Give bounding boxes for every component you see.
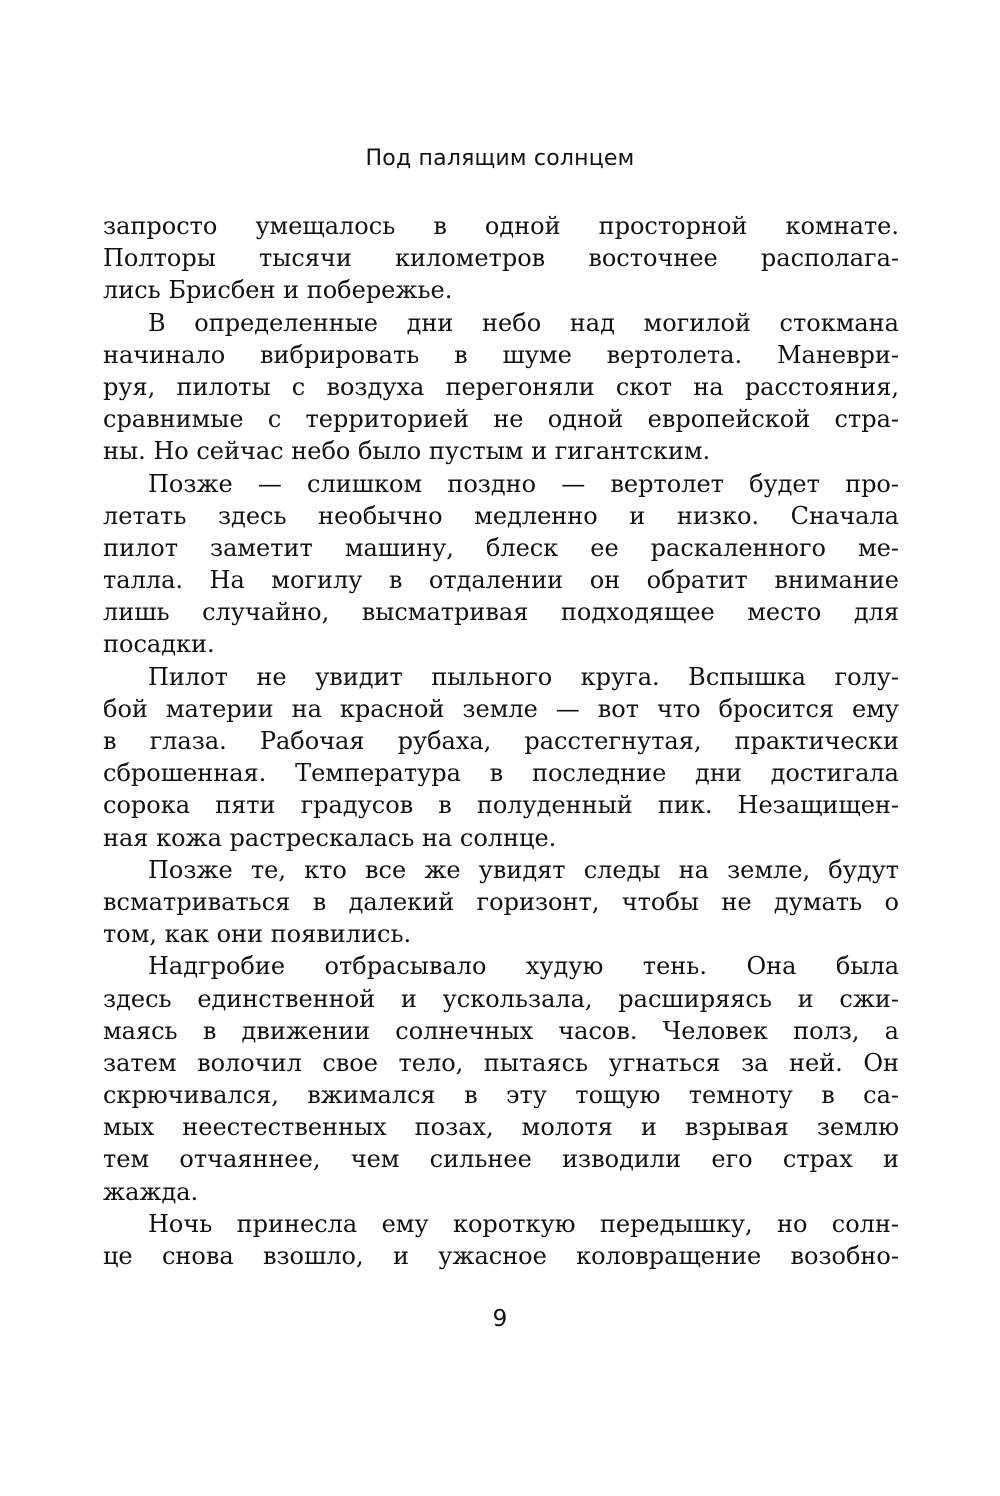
text-line: це снова взошло, и ужасное коловращение возобно- <box>103 1242 899 1270</box>
text-line: В определенные дни небо над могилой стокмана <box>148 308 899 337</box>
text-line: жажда. <box>103 1177 199 1206</box>
text-line: начинало вибрировать в шуме вертолета. Маневри- <box>103 340 899 369</box>
running-head: Под палящим солнцем <box>365 146 635 171</box>
text-line: ная кожа растрескалась на солнце. <box>103 823 557 852</box>
text-line: Ночь принесла ему короткую передышку, но солн- <box>148 1209 899 1238</box>
body-text <box>103 210 899 1272</box>
paragraph <box>103 950 899 1208</box>
text-line: затем волочил свое тело, пытаясь угнаться за ней. Он <box>103 1048 899 1077</box>
paragraph <box>103 468 899 661</box>
text-line: Позже те, кто все же увидят следы на земле, будут <box>148 855 899 884</box>
text-line: сброшенная. Температура в последние дни достигала <box>103 759 899 788</box>
text-line: скрючивался, вжимался в эту тощую темноту в са- <box>103 1081 899 1110</box>
text-line: мых неестественных позах, молотя и взрывая землю <box>103 1113 899 1142</box>
text-line: ны. Но сейчас небо было пустым и гигантским. <box>103 437 711 466</box>
paragraph <box>103 307 899 468</box>
text-line: лись Брисбен и побережье. <box>103 276 453 305</box>
text-line: всматриваться в далекий горизонт, чтобы не думать о <box>103 887 899 916</box>
text-line: маясь в движении солнечных часов. Человек полз, а <box>103 1016 899 1045</box>
paragraph <box>103 210 899 307</box>
paragraph <box>103 854 899 951</box>
text-line: Пилот не увидит пыльного круга. Вспышка голу- <box>148 662 899 691</box>
text-line: запросто умещалось в одной просторной комнате. <box>103 212 899 240</box>
text-line: сорока пяти градусов в полуденный пик. Незащищен- <box>103 791 899 820</box>
text-line: бой материи на красной земле — вот что бросится ему <box>103 694 899 723</box>
text-line: посадки. <box>103 630 215 659</box>
text-line: пилот заметит машину, блеск ее раскаленного ме- <box>103 533 899 562</box>
text-line: талла. На могилу в отдалении он обратит внимание <box>103 566 899 595</box>
text-line: Полторы тысячи километров восточнее располага- <box>103 244 899 273</box>
text-line: в глаза. Рабочая рубаха, расстегнутая, практически <box>103 727 899 755</box>
paragraph <box>103 661 899 854</box>
text-line: тем отчаяннее, чем сильнее изводили его страх и <box>103 1145 899 1174</box>
text-line: Позже — слишком поздно — вертолет будет про- <box>148 469 899 498</box>
paragraph <box>103 1208 899 1272</box>
text-line: том, как они появились. <box>103 920 412 949</box>
text-line: руя, пилоты с воздуха перегоняли скот на расстояния, <box>103 372 899 401</box>
text-line: летать здесь необычно медленно и низко. Сначала <box>103 501 899 530</box>
text-line: Надгробие отбрасывало худую тень. Она была <box>148 952 899 981</box>
page-number: 9 <box>492 1306 508 1332</box>
text-line: лишь случайно, высматривая подходящее место для <box>103 598 899 627</box>
text-line: здесь единственной и ускользала, расширяясь и сжи- <box>103 984 899 1013</box>
text-line: сравнимые с территорией не одной европейской стра- <box>103 405 899 434</box>
